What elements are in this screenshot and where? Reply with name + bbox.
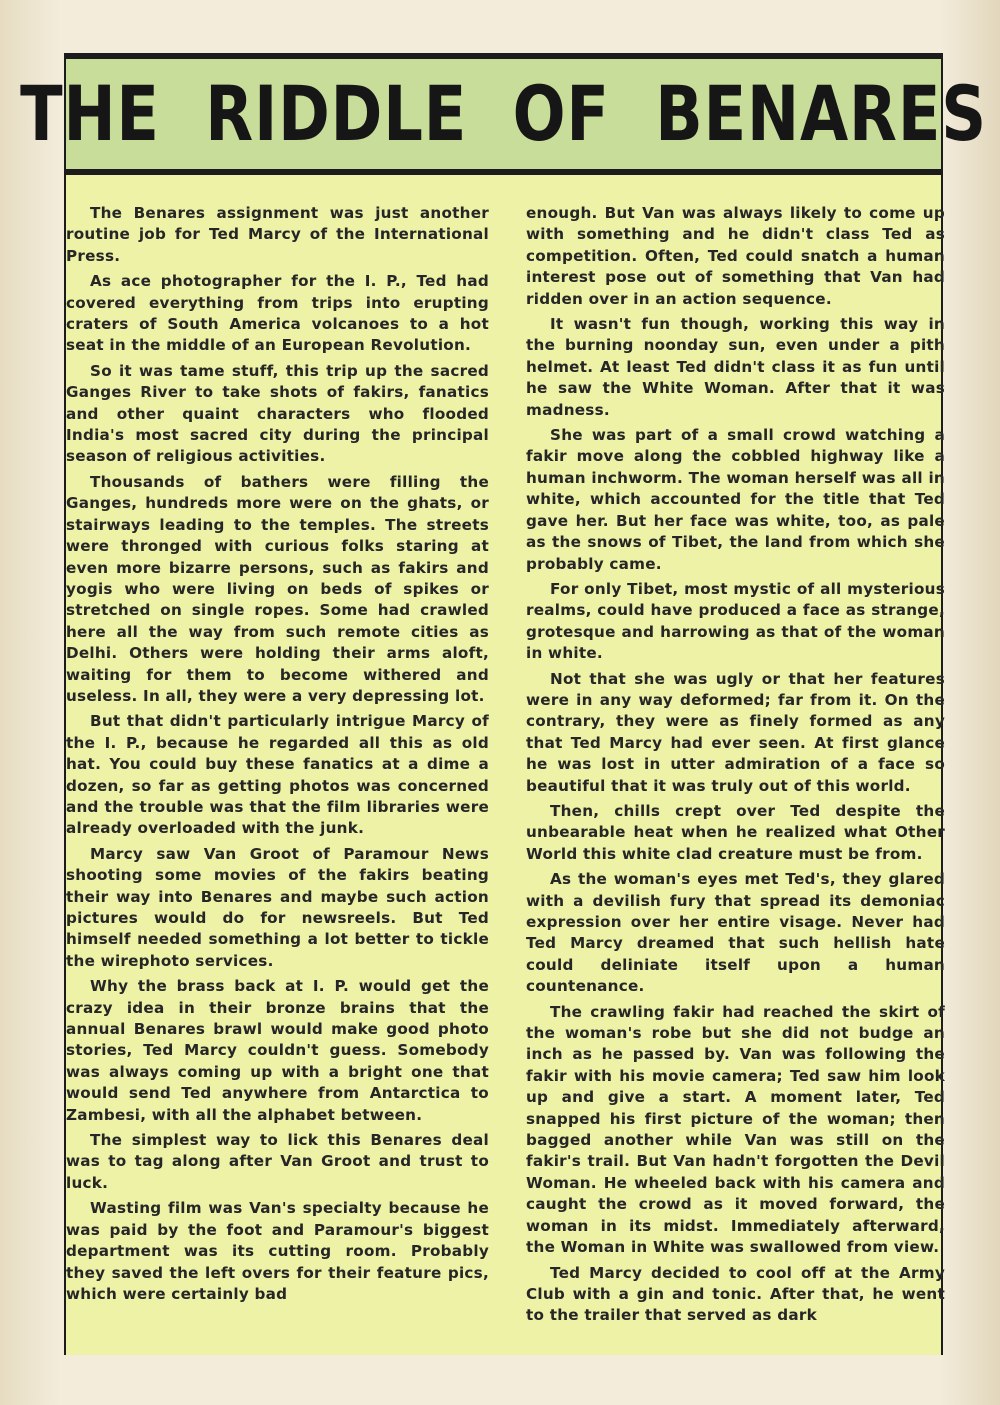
paragraph: Wasting film was Van's specialty because he was paid by the foot and Paramour's biggest department was its cutting room. Probably they saved the left overs for their feature pics, which were certainly bad <box>66 1199 489 1303</box>
right-column <box>526 203 945 1331</box>
paragraph: It wasn't fun though, working this way in the burning noonday sun, even under a pith helmet. At least Ted didn't class it as fun until he saw the White Woman. After that it was madness. <box>526 315 945 419</box>
paragraph: The simplest way to lick this Benares deal was to tag along after Van Groot and trust to luck. <box>66 1131 489 1192</box>
paragraph-continued: enough. But Van was always likely to come up with something and he didn't class Ted as competition. Often, Ted could snatch a human interest pose out of something that Van had ridden over in an action sequence. <box>526 204 945 308</box>
paragraph: Ted Marcy decided to cool off at the Army Club with a gin and tonic. After that, he went to the trailer that served as dark <box>526 1263 945 1325</box>
paragraph: So it was tame stuff, this trip up the sacred Ganges River to take shots of fakirs, fanatics and other quaint characters who flooded India's most sacred city during the principal season of religious activities. <box>66 361 489 466</box>
story-title: THE RIDDLE OF BENARES <box>20 69 987 158</box>
paragraph: Thousands of bathers were filling the Ganges, hundreds more were on the ghats, or stairways leading to the temples. The streets were thronged with curious folks staring at even more bizarre persons, such as fakirs and yogis who were living on beds of spikes or stretched on single ropes. Some had crawled here all the way from such remote cities as Delhi. Others were holding their arms aloft, waiting for them to become withered and useless. In all, they were a very depressing lot. <box>66 472 489 705</box>
left-column <box>66 203 489 1309</box>
paragraph: As the woman's eyes met Ted's, they glared with a devilish fury that spread its demoniac expression over her entire visage. Never had Ted Marcy dreamed that such hellish hate could deliniate itself upon a human countenance. <box>526 870 945 996</box>
paragraph: Then, chills crept over Ted despite the unbearable heat when he realized what Other World this white clad creature must be from. <box>526 801 945 863</box>
paragraph: Why the brass back at I. P. would get the crazy idea in their bronze brains that the annual Benares brawl would make good photo stories, Ted Marcy couldn't guess. Somebody was always coming up with a bright one that would send Ted anywhere from Antarctica to Zambesi, with all the alphabet between. <box>66 977 489 1124</box>
paragraph: But that didn't particularly intrigue Marcy of the I. P., because he regarded all this as old hat. You could buy these fanatics at a dime a dozen, so far as getting photos was concerned and the trouble was that the film libraries were already overloaded with the junk. <box>66 712 489 838</box>
paragraph: The crawling fakir had reached the skirt of the woman's robe but she did not budge an inch as he passed by. Van was following the fakir with his movie camera; Ted saw him look up and give a start. A moment later, Ted snapped his first picture of the woman; then bagged another while Van was still on the fakir's trail. But Van hadn't forgotten the Devil Woman. He wheeled back with his camera and caught the crowd as it moved forward, the woman in its midst. Immediately afterward, the Woman in White was swallowed from view. <box>526 1002 945 1257</box>
paragraph: The Benares assignment was just another routine job for Ted Marcy of the International Press. <box>66 204 489 265</box>
title-band <box>20 59 987 169</box>
paragraph: Not that she was ugly or that her features were in any way deformed; far from it. On the contrary, they were as finely formed as any that Ted Marcy had ever seen. At first glance he was lost in utter admiration of a face so beautiful that it was truly out of this world. <box>526 669 945 795</box>
paragraph: She was part of a small crowd watching a fakir move along the cobbled highway like a human inchworm. The woman herself was all in white, which accounted for the title that Ted gave her. But her face was white, too, as pale as the snows of Tibet, the land from which she probably came. <box>526 426 945 573</box>
paragraph: As ace photographer for the I. P., Ted had covered everything from trips into erupting craters of South America volcanoes to a hot seat in the middle of an European Revolution. <box>66 272 489 355</box>
paragraph: For only Tibet, most mystic of all mysterious realms, could have produced a face as strange, grotesque and harrowing as that of the woman in white. <box>526 579 945 663</box>
paragraph: Marcy saw Van Groot of Paramour News shooting some movies of the fakirs beating their way into Benares and maybe such action pictures would do for newsreels. But Ted himself needed something a lot better to tickle the wirephoto services. <box>66 844 489 970</box>
